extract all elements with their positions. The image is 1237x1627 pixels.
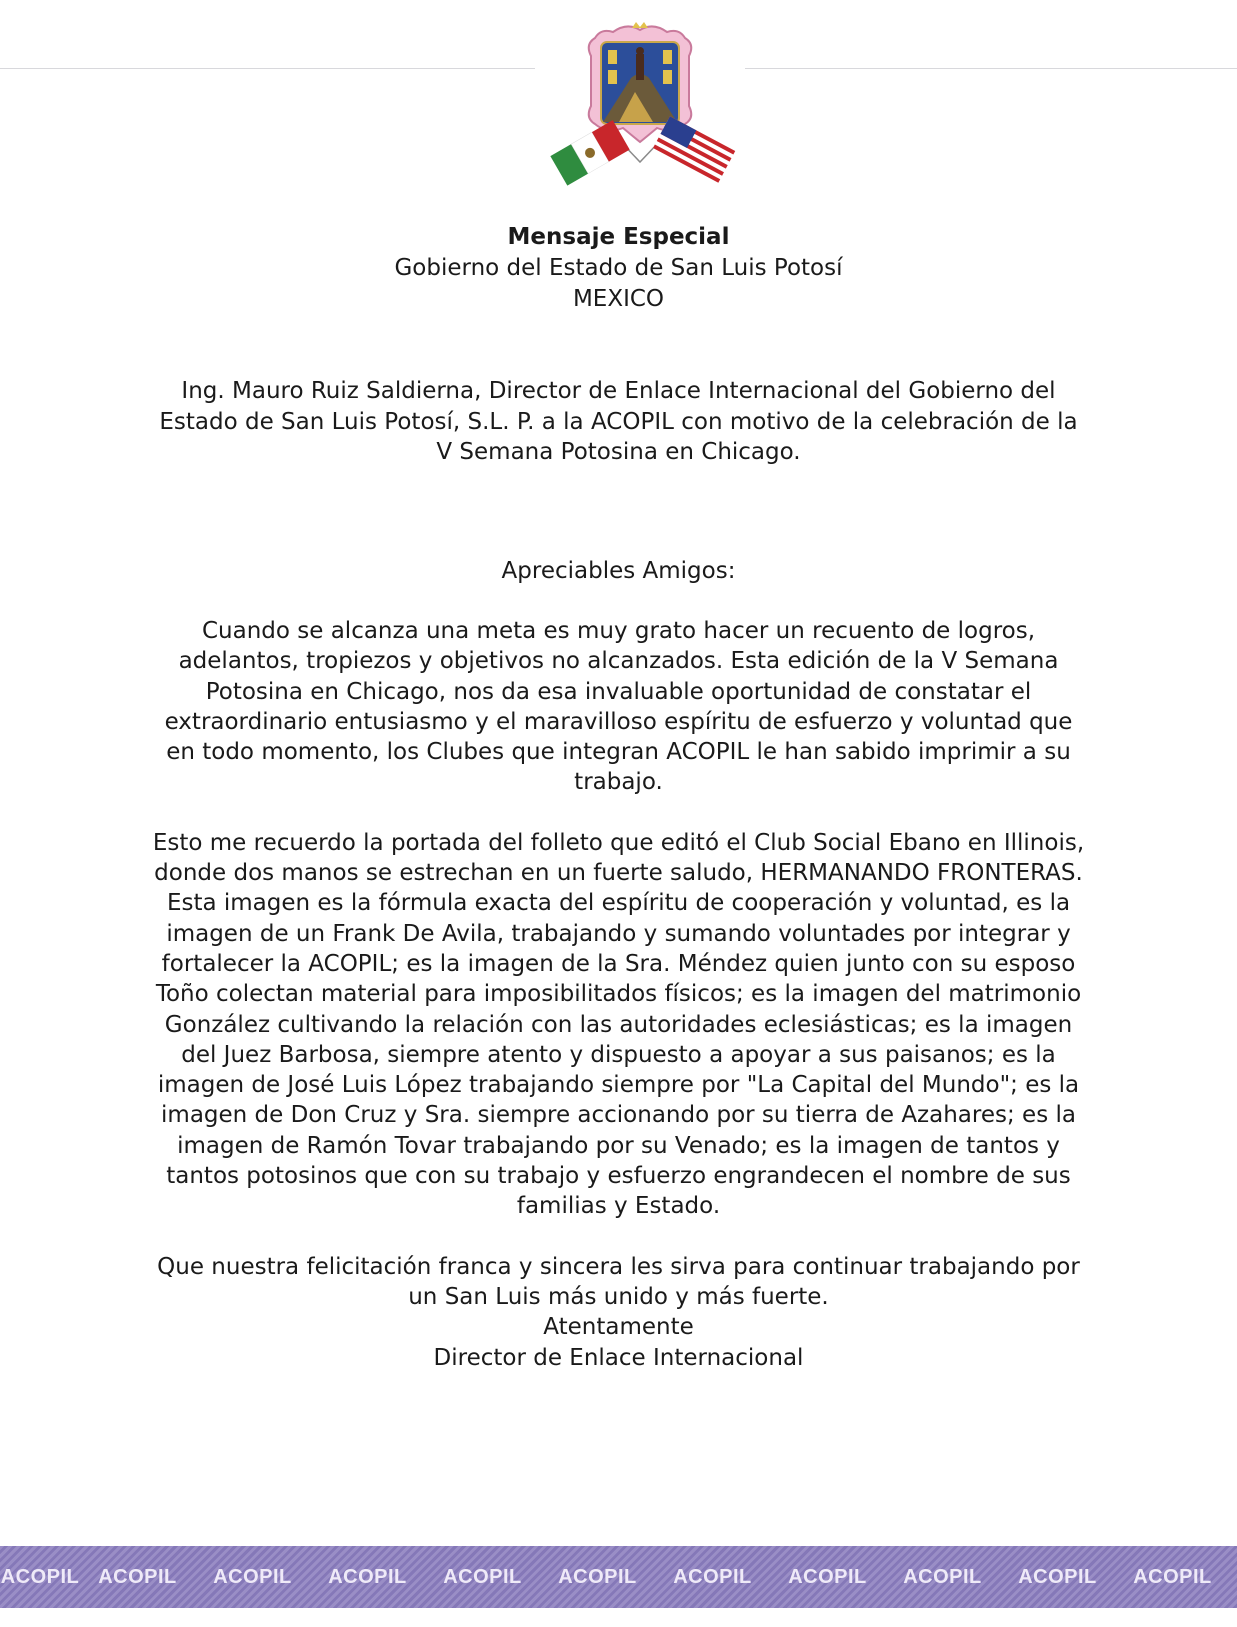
footer-word: ACOPIL (443, 1566, 522, 1588)
signatory-title: Director de Enlace Internacional (433, 1344, 804, 1371)
footer-band (0, 1546, 1237, 1608)
footer-word: ACOPIL (213, 1566, 292, 1588)
footer-word: ACOPIL (788, 1566, 867, 1588)
footer-word: ACOPIL (903, 1566, 982, 1588)
footer-word: ACOPIL (673, 1566, 752, 1588)
footer-word: ACOPIL (98, 1566, 177, 1588)
body-paragraph-3: Que nuestra felicitación franca y sincera les sirva para continuar trabajando por un San Luis más unido y más fuerte. (157, 1253, 1080, 1310)
government-name: Gobierno del Estado de San Luis Potosí (394, 255, 843, 281)
page-title: Mensaje Especial (507, 224, 730, 250)
body-paragraph-1: Cuando se alcanza una meta es muy grato hacer un recuento de logros, adelantos, tropiezos y objetivos no alcanzados. Esta edición de la V Semana Potosina en Chicago, nos da esa invaluable oportunidad de constatar el extraordinario entusiasmo y el maravilloso espíritu de esfuerzo y voluntad que en todo momento, los Clubes que integran ACOPIL le han sabido imprimir a su trabajo. (164, 618, 1073, 796)
footer-word: ACOPIL (1133, 1566, 1212, 1588)
country-name: MEXICO (572, 286, 665, 312)
letter-body (150, 616, 1087, 1342)
signature-block (0, 1312, 1237, 1373)
footer-word: ACOPIL (328, 1566, 407, 1588)
salutation: Apreciables Amigos: (501, 558, 736, 584)
header-rule-right (745, 68, 1237, 69)
intro-paragraph: Ing. Mauro Ruiz Saldierna, Director de Enlace Internacional del Gobierno del Estado de San Luis Potosí, S.L. P. a la ACOPIL con motivo de la celebración de la V Semana Potosina en Chicago. (159, 378, 1078, 465)
header-rule-left (0, 68, 535, 69)
message-heading (0, 222, 1237, 315)
footer-word: ACOPIL (558, 1566, 637, 1588)
footer-word: ACOPIL (1018, 1566, 1097, 1588)
body-paragraph-2: Esto me recuerdo la portada del folleto que editó el Club Social Ebano en Illinois, donde dos manos se estrechan en un fuerte saludo, HERMANANDO FRONTERAS. Esta imagen es la fórmula exacta del espíritu de cooperación y voluntad, es la imagen de un Frank De Avila, trabajando y sumando voluntades por integrar y fortalecer la ACOPIL; es la imagen de la Sra. Méndez quien junto con su esposo Toño colectan material para imposibilitados físicos; es la imagen del matrimonio González cultivando la relación con las autoridades eclesiásticas; es la imagen del Juez Barbosa, siempre atento y dispuesto a apoyar a sus paisanos; es la imagen de José Luis López trabajando siempre por "La Capital del Mundo"; es la imagen de Don Cruz y Sra. siempre accionando por su tierra de Azahares; es la imagen de Ramón Tovar trabajando por su Venado; es la imagen de tantos y tantos potosinos que con su trabajo y esfuerzo engrandecen el nombre de sus familias y Estado. (152, 829, 1085, 1220)
closing-salutation: Atentamente (543, 1314, 694, 1340)
footer-word: ACOPIL (0, 1566, 80, 1588)
coat-of-arms-emblem (535, 20, 745, 192)
